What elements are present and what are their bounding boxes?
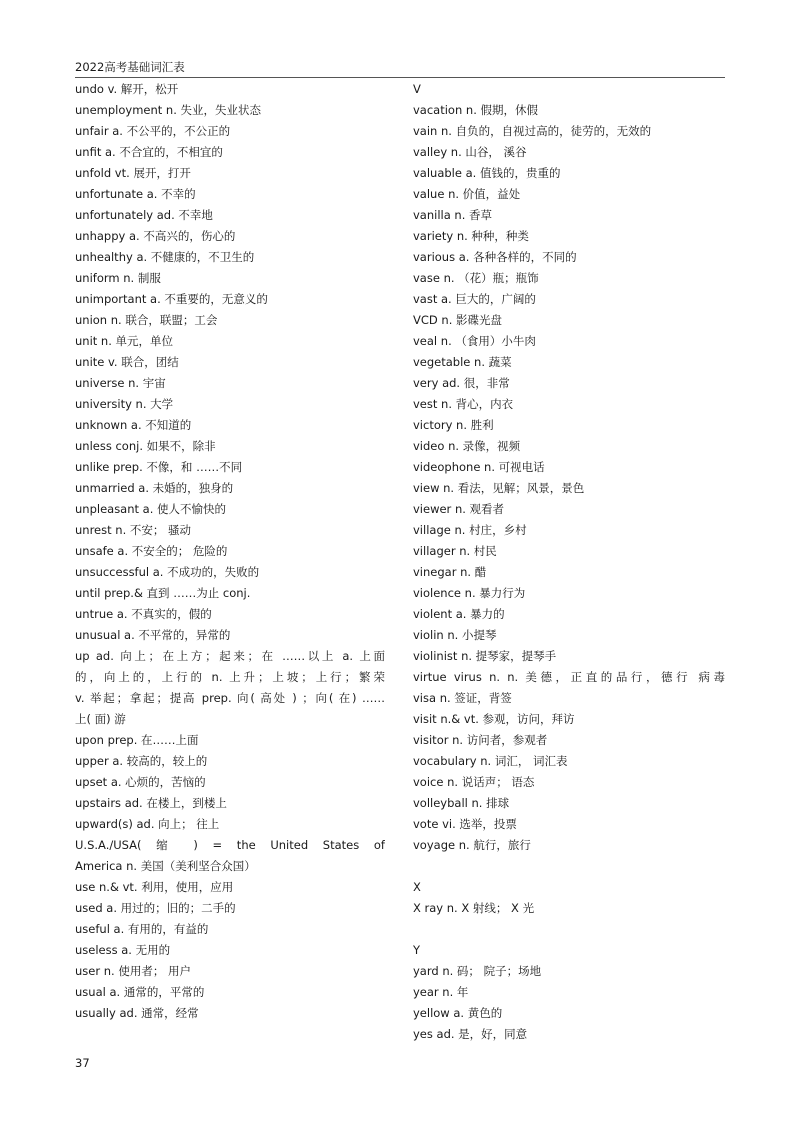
vocab-line: unsuccessful a. 不成功的，失败的 — [75, 565, 260, 579]
vocab-line: unmarried a. 未婚的，独身的 — [75, 481, 234, 495]
blank-line — [413, 919, 725, 940]
vocab-line: vest n. 背心，内衣 — [413, 397, 514, 411]
vocab-line: unfold vt. 展开，打开 — [75, 166, 191, 180]
vocab-line: vegetable n. 蔬菜 — [413, 355, 512, 369]
vocab-line: vast a. 巨大的，广阔的 — [413, 292, 536, 306]
vocab-line: violin n. 小提琴 — [413, 628, 497, 642]
vocab-line: use n.& vt. 利用，使用，应用 — [75, 880, 234, 894]
vocab-line: upper a. 较高的，较上的 — [75, 754, 208, 768]
vocab-line: universe n. 宇宙 — [75, 376, 166, 390]
vocab-line: yard n. 码； 院子；场地 — [413, 964, 542, 978]
vocab-line: used a. 用过的；旧的；二手的 — [75, 901, 236, 915]
vocab-line: useless a. 无用的 — [75, 943, 171, 957]
vocab-line: visa n. 签证，背签 — [413, 691, 512, 705]
vocab-line: year n. 年 — [413, 985, 469, 999]
vocab-line: voice n. 说话声； 语态 — [413, 775, 535, 789]
vocab-line: yellow a. 黄色的 — [413, 1006, 503, 1020]
vocab-line: violence n. 暴力行为 — [413, 586, 526, 600]
header-divider — [75, 77, 725, 78]
vocab-line: unfortunately ad. 不幸地 — [75, 208, 213, 222]
vocab-line: violinist n. 提琴家，提琴手 — [413, 649, 557, 663]
vocab-line: very ad. 很，非常 — [413, 376, 510, 390]
vocab-line: valley n. 山谷， 溪谷 — [413, 145, 527, 159]
vocab-line: 的，向上的，上行的 n. 上升；上坡；上行；繁荣 — [75, 670, 385, 684]
right-column — [413, 79, 725, 1045]
vocab-line: villager n. 村民 — [413, 544, 497, 558]
vocab-line: unless conj. 如果不，除非 — [75, 439, 216, 453]
vocab-line: unsafe a. 不安全的； 危险的 — [75, 544, 228, 558]
vocab-line: unhealthy a. 不健康的，不卫生的 — [75, 250, 255, 264]
vocab-line: V — [413, 82, 421, 96]
vocab-line: unhappy a. 不高兴的，伤心的 — [75, 229, 236, 243]
vocab-line: virtue virus n. n. 美德，正直的品行，德行 病毒 — [413, 670, 725, 684]
vocab-line: up ad. 向上；在上方；起来；在 ……以上 a. 上面 — [75, 649, 385, 663]
vocab-line: vacation n. 假期，休假 — [413, 103, 539, 117]
vocab-line: vote vi. 选举，投票 — [413, 817, 517, 831]
vocab-line: vinegar n. 醋 — [413, 565, 487, 579]
vocab-line: vase n. （花）瓶；瓶饰 — [413, 271, 539, 285]
vocab-line: user n. 使用者； 用户 — [75, 964, 191, 978]
vocab-line: unfortunate a. 不幸的 — [75, 187, 196, 201]
left-column — [75, 79, 385, 1024]
vocab-line: vain n. 自负的，自视过高的，徒劳的，无效的 — [413, 124, 652, 138]
vocab-line: 上( 面) 游 — [75, 712, 126, 726]
vocab-line: viewer n. 观看者 — [413, 502, 505, 516]
vocab-line: unite v. 联合，团结 — [75, 355, 179, 369]
vocab-line: video n. 录像，视频 — [413, 439, 521, 453]
vocab-line: undo v. 解开，松开 — [75, 82, 179, 96]
vocab-line: voyage n. 航行，旅行 — [413, 838, 531, 852]
vocab-line: victory n. 胜利 — [413, 418, 494, 432]
vocab-line: unimportant a. 不重要的，无意义的 — [75, 292, 268, 306]
vocab-line: upset a. 心烦的，苦恼的 — [75, 775, 206, 789]
vocab-line: videophone n. 可视电话 — [413, 460, 545, 474]
blank-line — [413, 856, 725, 877]
page-number: 37 — [75, 1056, 90, 1070]
vocab-line: unlike prep. 不像，和 ……不同 — [75, 460, 243, 474]
vocab-line: X ray n. X 射线； X 光 — [413, 901, 535, 915]
vocab-line: visitor n. 访问者，参观者 — [413, 733, 548, 747]
vocab-line: useful a. 有用的，有益的 — [75, 922, 209, 936]
vocab-line: unfit a. 不合宜的，不相宜的 — [75, 145, 223, 159]
vocab-line: yes ad. 是，好，同意 — [413, 1027, 528, 1041]
vocab-line: unrest n. 不安； 骚动 — [75, 523, 192, 537]
vocab-line: upstairs ad. 在楼上，到楼上 — [75, 796, 227, 810]
vocab-line: unpleasant a. 使人不愉快的 — [75, 502, 227, 516]
vocab-line: union n. 联合，联盟；工会 — [75, 313, 218, 327]
vocab-line: violent a. 暴力的 — [413, 607, 505, 621]
vocab-line: variety n. 种种，种类 — [413, 229, 529, 243]
vocab-line: valuable a. 值钱的，贵重的 — [413, 166, 561, 180]
vocab-line: U.S.A./USA( 缩 ) = the United States of — [75, 838, 385, 852]
vocab-line: value n. 价值，益处 — [413, 187, 521, 201]
vocab-line: upward(s) ad. 向上； 往上 — [75, 817, 220, 831]
vocab-line: usually ad. 通常，经常 — [75, 1006, 199, 1020]
vocab-line: until prep.& 直到 ……为止 conj. — [75, 586, 251, 600]
vocab-line: unknown a. 不知道的 — [75, 418, 192, 432]
vocab-line: v. 举起；拿起；提高 prep. 向( 高处 ) ；向( 在) …… — [75, 691, 385, 705]
vocab-line: uniform n. 制服 — [75, 271, 161, 285]
vocab-line: university n. 大学 — [75, 397, 174, 411]
vocab-line: unit n. 单元，单位 — [75, 334, 174, 348]
vocab-line: view n. 看法，见解；风景，景色 — [413, 481, 585, 495]
vocab-line: veal n. （食用）小牛肉 — [413, 334, 536, 348]
vocab-line: volleyball n. 排球 — [413, 796, 510, 810]
vocab-line: vocabulary n. 词汇， 词汇表 — [413, 754, 568, 768]
vocab-line: vanilla n. 香草 — [413, 208, 493, 222]
vocab-line: untrue a. 不真实的，假的 — [75, 607, 212, 621]
vocab-line: various a. 各种各样的，不同的 — [413, 250, 577, 264]
vocab-line: village n. 村庄，乡村 — [413, 523, 527, 537]
vocab-line: Y — [413, 943, 421, 957]
vocab-line: usual a. 通常的，平常的 — [75, 985, 205, 999]
vocab-line: X — [413, 880, 421, 894]
vocab-line: unfair a. 不公平的，不公正的 — [75, 124, 231, 138]
vocab-line: upon prep. 在……上面 — [75, 733, 199, 747]
vocab-line: America n. 美国（美利坚合众国） — [75, 859, 256, 873]
vocab-line: VCD n. 影碟光盘 — [413, 313, 503, 327]
vocab-line: unusual a. 不平常的，异常的 — [75, 628, 231, 642]
vocab-line: visit n.& vt. 参观，访问，拜访 — [413, 712, 575, 726]
vocab-line: unemployment n. 失业，失业状态 — [75, 103, 262, 117]
page-header-title: 2022高考基础词汇表 — [75, 60, 185, 74]
